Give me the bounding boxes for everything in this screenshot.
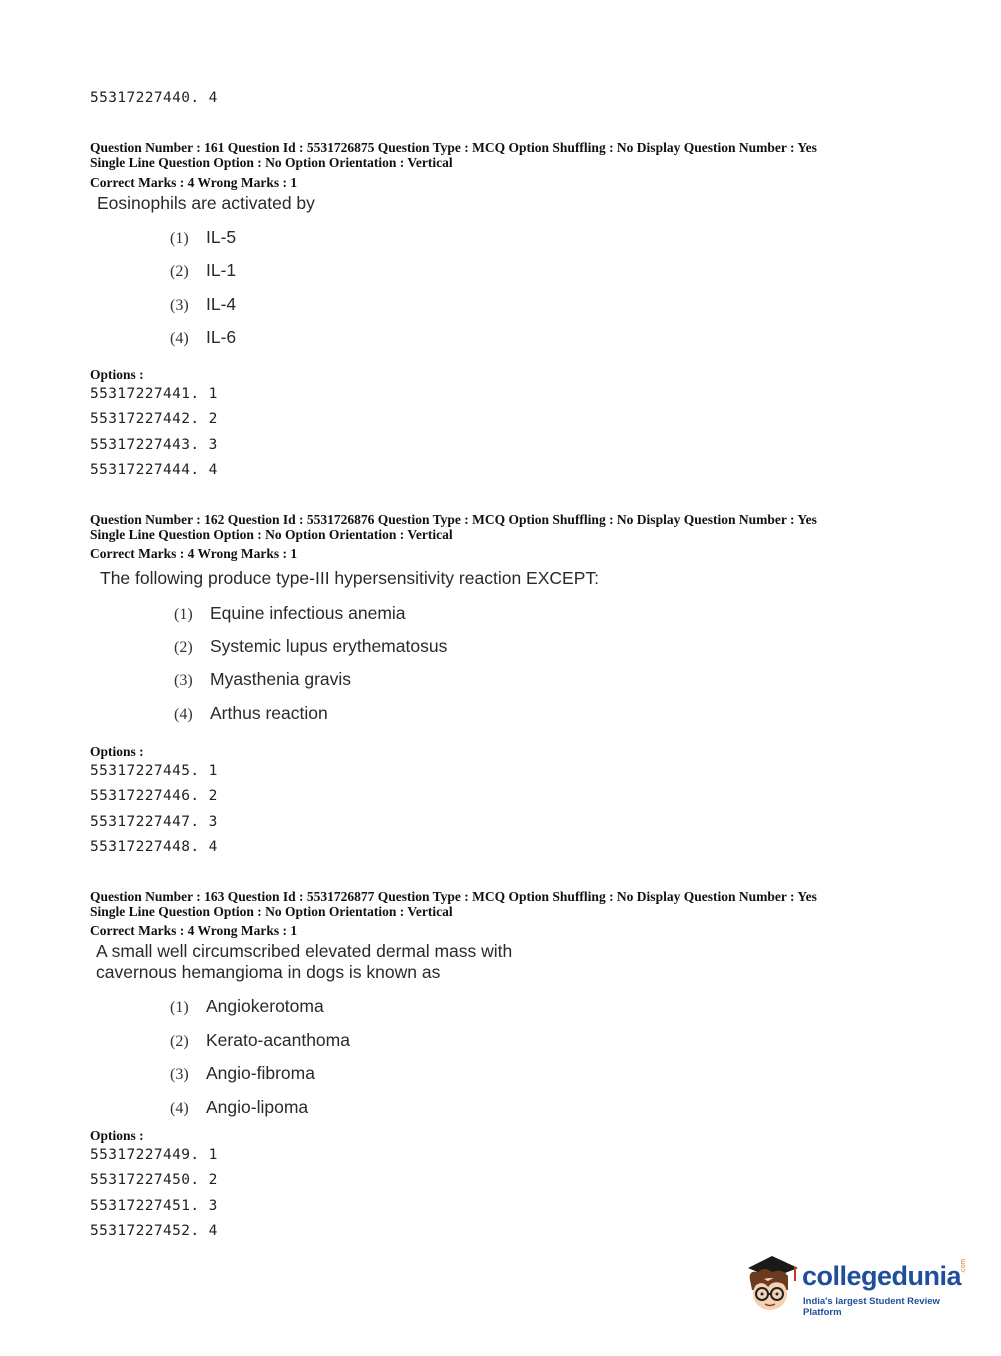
choice-item bbox=[170, 327, 236, 348]
option-id-line: 55317227447. 3 bbox=[90, 814, 218, 830]
choice-item bbox=[174, 603, 406, 624]
option-id-line: 55317227448. 4 bbox=[90, 839, 218, 855]
option-id-line: 55317227442. 2 bbox=[90, 411, 218, 427]
choice-label: Angio-lipoma bbox=[206, 1097, 309, 1117]
choice-item bbox=[170, 1097, 308, 1118]
choice-number: (1) bbox=[170, 999, 189, 1016]
marks-line: Correct Marks : 4 Wrong Marks : 1 bbox=[90, 546, 298, 561]
marks-line: Correct Marks : 4 Wrong Marks : 1 bbox=[90, 175, 298, 190]
question-text: Eosinophils are activated by bbox=[97, 193, 315, 213]
choice-label: Kerato-acanthoma bbox=[206, 1030, 350, 1050]
option-id-line: 55317227449. 1 bbox=[90, 1147, 218, 1163]
choice-label: IL-4 bbox=[206, 294, 237, 314]
choice-label: IL-6 bbox=[206, 327, 237, 347]
question-block-163 bbox=[90, 889, 817, 919]
option-id-line: 55317227452. 4 bbox=[90, 1223, 218, 1239]
choice-item bbox=[170, 294, 236, 315]
options-heading: Options : bbox=[90, 744, 144, 759]
marks-line: Correct Marks : 4 Wrong Marks : 1 bbox=[90, 923, 298, 938]
choice-number: (3) bbox=[170, 297, 189, 314]
options-heading: Options : bbox=[90, 1128, 144, 1143]
choice-label: Angio-fibroma bbox=[206, 1063, 315, 1083]
choice-number: (1) bbox=[174, 606, 193, 623]
question-meta-line: Question Number : 161 Question Id : 5531726875 Question Type : MCQ Option Shuffling : No Display Question Number : Yes bbox=[90, 140, 817, 155]
option-id-line: 55317227445. 1 bbox=[90, 763, 218, 779]
choice-number: (1) bbox=[170, 230, 189, 247]
choice-label: Equine infectious anemia bbox=[210, 603, 406, 623]
choice-label: Myasthenia gravis bbox=[210, 669, 352, 689]
option-id-line: 55317227441. 1 bbox=[90, 386, 218, 402]
choice-number: (3) bbox=[174, 672, 193, 689]
question-block-161 bbox=[90, 140, 817, 170]
choice-item bbox=[174, 669, 351, 690]
choice-number: (2) bbox=[170, 263, 189, 280]
choice-number: (2) bbox=[170, 1033, 189, 1050]
choice-label: Systemic lupus erythematosus bbox=[210, 636, 448, 656]
choice-number: (4) bbox=[170, 330, 189, 347]
option-id-line: 55317227451. 3 bbox=[90, 1198, 218, 1214]
choice-number: (4) bbox=[174, 706, 193, 723]
question-meta-line: Single Line Question Option : No Option Orientation : Vertical bbox=[90, 904, 453, 919]
choice-label: Arthus reaction bbox=[210, 703, 328, 723]
question-text: cavernous hemangioma in dogs is known as bbox=[96, 962, 441, 982]
choice-label: IL-1 bbox=[206, 260, 237, 280]
question-text: A small well circumscribed elevated dermal mass with bbox=[96, 941, 513, 961]
question-block-162 bbox=[90, 512, 817, 542]
choice-number: (4) bbox=[170, 1100, 189, 1117]
logo-com-suffix: .com bbox=[960, 1258, 967, 1274]
collegedunia-logo[interactable] bbox=[742, 1250, 972, 1320]
option-id-line: 55317227444. 4 bbox=[90, 462, 218, 478]
choice-item bbox=[170, 1030, 350, 1051]
choice-item bbox=[170, 996, 324, 1017]
choice-item bbox=[170, 227, 236, 248]
question-meta-line: Question Number : 162 Question Id : 5531726876 Question Type : MCQ Option Shuffling : No Display Question Number : Yes bbox=[90, 512, 817, 527]
logo-tagline: India's largest Student Review Platform bbox=[803, 1296, 940, 1318]
choice-item bbox=[170, 1063, 315, 1084]
choice-label: Angiokerotoma bbox=[206, 996, 324, 1016]
question-meta-line: Question Number : 163 Question Id : 5531726877 Question Type : MCQ Option Shuffling : No Display Question Number : Yes bbox=[90, 889, 817, 904]
choice-number: (2) bbox=[174, 639, 193, 656]
question-meta-line: Single Line Question Option : No Option Orientation : Vertical bbox=[90, 155, 453, 170]
choice-number: (3) bbox=[170, 1066, 189, 1083]
question-text: The following produce type-III hypersensitivity reaction EXCEPT: bbox=[100, 568, 599, 588]
mascot-icon bbox=[742, 1250, 800, 1316]
logo-wordmark: collegedunia bbox=[802, 1261, 962, 1291]
options-heading: Options : bbox=[90, 367, 144, 382]
option-id-line: 55317227443. 3 bbox=[90, 437, 218, 453]
option-id-line: 55317227446. 2 bbox=[90, 788, 218, 804]
choice-item bbox=[174, 703, 328, 724]
choice-item bbox=[170, 260, 236, 281]
question-meta-line: Single Line Question Option : No Option Orientation : Vertical bbox=[90, 527, 453, 542]
option-id-line: 55317227440. 4 bbox=[90, 90, 218, 106]
choice-item bbox=[174, 636, 447, 657]
choice-label: IL-5 bbox=[206, 227, 237, 247]
option-id-line: 55317227450. 2 bbox=[90, 1172, 218, 1188]
